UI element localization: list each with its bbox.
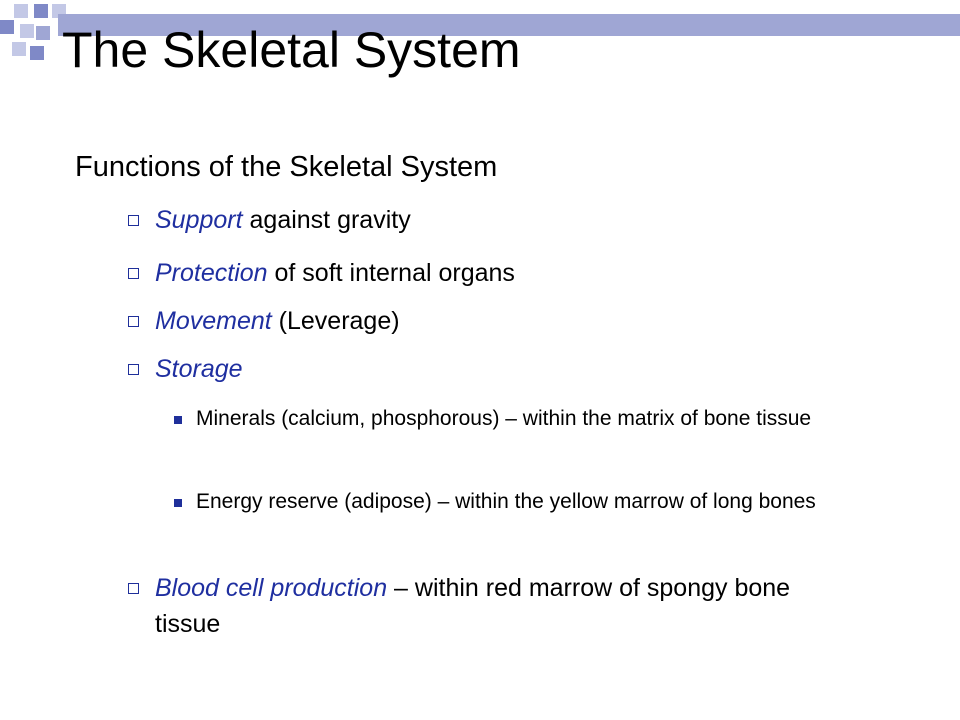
- function-name: Storage: [155, 355, 243, 383]
- function-name: Movement: [155, 307, 272, 335]
- filled-square-icon: [174, 416, 182, 424]
- function-item-protection: [155, 255, 855, 291]
- section-heading: Functions of the Skeletal System: [75, 151, 498, 183]
- hollow-square-icon: [128, 215, 139, 226]
- hollow-square-icon: [128, 268, 139, 279]
- hollow-square-icon: [128, 364, 139, 375]
- subitem-text: Minerals (calcium, phosphorous) – within the matrix of bone tissue: [196, 407, 812, 430]
- function-description: against gravity: [242, 206, 411, 234]
- function-description: of soft internal organs: [267, 259, 515, 287]
- function-name: Protection: [155, 259, 268, 287]
- function-name: Blood cell production: [155, 574, 388, 602]
- function-name: Support: [155, 206, 243, 234]
- function-item-storage: [155, 351, 855, 387]
- hollow-square-icon: [128, 583, 139, 594]
- storage-subitem-minerals: [196, 402, 836, 436]
- subitem-text: Energy reserve (adipose) – within the yellow marrow of long bones: [196, 490, 816, 513]
- function-item-movement: [155, 303, 855, 339]
- function-item-support: [155, 202, 855, 238]
- function-description: (Leverage): [271, 307, 400, 335]
- storage-subitem-energy: [196, 485, 836, 519]
- slide-title: The Skeletal System: [62, 22, 521, 78]
- filled-square-icon: [174, 499, 182, 507]
- function-item-blood-cell-production: [155, 570, 855, 642]
- function-description: – within red marrow of spongy bone tissue: [155, 574, 791, 638]
- hollow-square-icon: [128, 316, 139, 327]
